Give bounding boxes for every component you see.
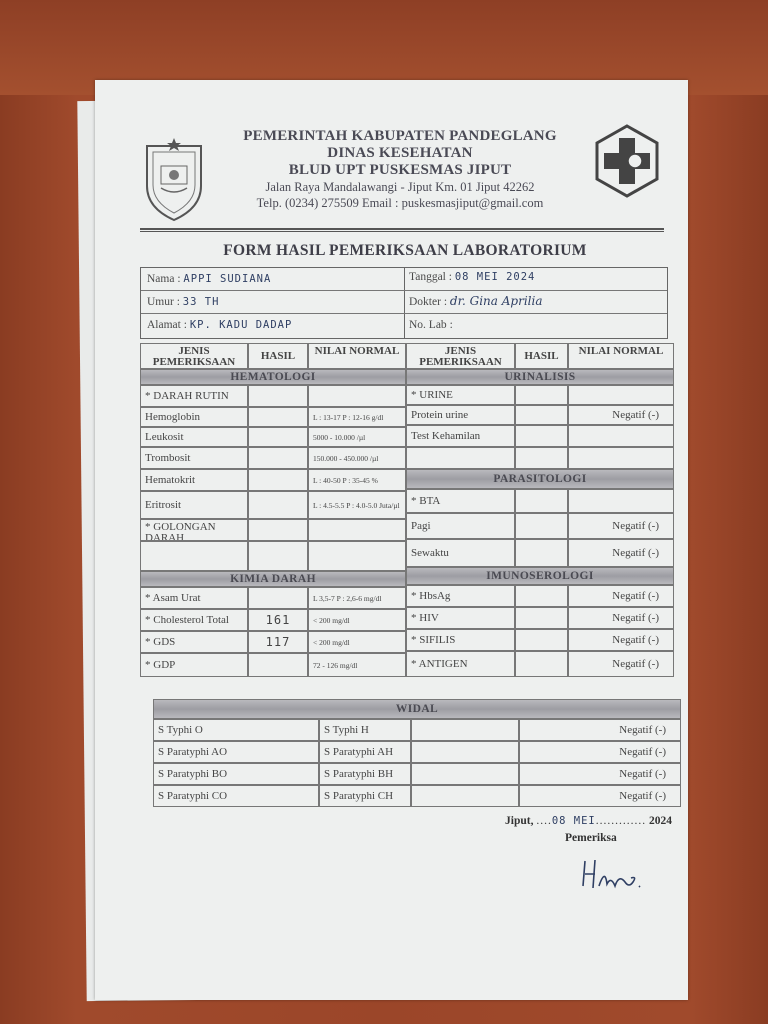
imuno-test-name: * HbsAg (406, 585, 515, 607)
pandeglang-emblem-icon (139, 136, 209, 222)
widal-result (411, 719, 519, 741)
widal-result (411, 763, 519, 785)
header-rule-thin (140, 231, 664, 232)
section-imunoserologi: IMUNOSEROLOGI (406, 567, 674, 585)
parasitologi-normal: Negatif (-) (568, 513, 674, 539)
parasitologi-test-name: * BTA (406, 489, 515, 513)
header-address: Jalan Raya Mandalawangi - Jiput Km. 01 Jiput 42262 (265, 180, 535, 194)
hematologi-test-name: Leukosit (140, 427, 248, 447)
hematologi-normal-range (308, 519, 406, 541)
footer-year: 2024 (649, 815, 673, 827)
nolab-label: No. Lab (409, 319, 447, 331)
lab-form-sheet (95, 80, 688, 1000)
column-header-jenis: JENIS PEMERIKSAAN (140, 343, 248, 369)
hematologi-test-name: Hematokrit (140, 469, 248, 491)
hematologi-test-name: Eritrosit (140, 491, 248, 519)
parasitologi-test-name: Pagi (406, 513, 515, 539)
form-title: FORM HASIL PEMERIKSAAN LABORATORIUM (223, 242, 587, 259)
hematologi-result (248, 385, 308, 407)
hematologi-normal-range: 150.000 - 450.000 /µl (308, 447, 406, 469)
letterhead (225, 128, 575, 211)
parasitologi-result (515, 489, 568, 513)
widal-result (411, 785, 519, 807)
urinalisis-result (515, 385, 568, 405)
column-header-jenis: JENIS PEMERIKSAAN (406, 343, 515, 369)
section-parasitologi: PARASITOLOGI (406, 469, 674, 489)
imuno-test-name: * SIFILIS (406, 629, 515, 651)
header-department: DINAS KESEHATAN (327, 145, 473, 161)
section-widal: WIDAL (153, 699, 681, 719)
kimia-normal-range: < 200 mg/dl (308, 631, 406, 653)
kimia-normal-range: 72 - 126 mg/dl (308, 653, 406, 677)
tanggal-value: 08 MEI 2024 (454, 271, 536, 283)
results-table (140, 343, 674, 697)
widal-normal: Negatif (-) (519, 785, 681, 807)
alamat-label: Alamat (147, 319, 181, 331)
hematologi-test-name: Hemoglobin (140, 407, 248, 427)
parasitologi-normal (568, 489, 674, 513)
widal-o-antigen: S Paratyphi CO (153, 785, 319, 807)
parasitologi-result (515, 539, 568, 567)
imuno-result (515, 651, 568, 677)
nama-label: Nama (147, 273, 175, 285)
imuno-test-name: * ANTIGEN (406, 651, 515, 677)
hematologi-blank-row (140, 541, 248, 571)
widal-h-antigen: S Typhi H (319, 719, 411, 741)
umur-value: 33 TH (182, 296, 220, 308)
hematologi-normal-range: L : 13-17 P : 12-16 g/dl (308, 407, 406, 427)
imuno-normal: Negatif (-) (568, 607, 674, 629)
urinalisis-normal (568, 385, 674, 405)
section-hematologi: HEMATOLOGI (140, 369, 406, 385)
urinalisis-test-name: Test Kehamilan (406, 425, 515, 447)
footer-date: Jiput, ....08 MEI............. 2024 (505, 815, 673, 827)
column-header-nilai: NILAI NORMAL (568, 343, 674, 369)
header-rule (140, 228, 664, 230)
hematologi-test-name: * GOLONGAN DARAH (140, 519, 248, 541)
imuno-result (515, 585, 568, 607)
umur-label: Umur (147, 296, 174, 308)
hematologi-result (248, 407, 308, 427)
hematologi-normal-range (308, 385, 406, 407)
kimia-result (248, 587, 308, 609)
hematologi-result (248, 519, 308, 541)
column-header-hasil: HASIL (248, 343, 308, 369)
imuno-normal: Negatif (-) (568, 629, 674, 651)
widal-o-antigen: S Paratyphi AO (153, 741, 319, 763)
kimia-result: 117 (248, 631, 308, 653)
column-header-hasil: HASIL (515, 343, 568, 369)
kimia-normal-range: < 200 mg/dl (308, 609, 406, 631)
imuno-result (515, 607, 568, 629)
section-urinalisis: URINALISIS (406, 369, 674, 385)
urinalisis-blank-result (515, 447, 568, 469)
column-header-nilai: NILAI NORMAL (308, 343, 406, 369)
widal-o-antigen: S Paratyphi BO (153, 763, 319, 785)
widal-table (153, 699, 681, 807)
parasitologi-test-name: Sewaktu (406, 539, 515, 567)
widal-result (411, 741, 519, 763)
nama-value: APPI SUDIANA (183, 273, 272, 285)
urinalisis-normal: Negatif (-) (568, 405, 674, 425)
hematologi-result (248, 469, 308, 491)
kimia-result (248, 653, 308, 677)
widal-normal: Negatif (-) (519, 719, 681, 741)
urinalisis-blank-row (406, 447, 515, 469)
dokter-label: Dokter (409, 296, 441, 308)
hematologi-test-name: Trombosit (140, 447, 248, 469)
hematologi-result (248, 447, 308, 469)
header-government: PEMERINTAH KABUPATEN PANDEGLANG (243, 128, 557, 144)
imuno-test-name: * HIV (406, 607, 515, 629)
pemeriksa-label: Pemeriksa (565, 832, 617, 844)
hematologi-result (248, 427, 308, 447)
examiner-signature-icon (577, 856, 647, 896)
urinalisis-result (515, 405, 568, 425)
kimia-result: 161 (248, 609, 308, 631)
urinalisis-blank-normal (568, 447, 674, 469)
footer-day: 08 MEI (551, 815, 596, 827)
hematologi-normal-range: 5000 - 10.000 /µl (308, 427, 406, 447)
section-kimia-darah: KIMIA DARAH (140, 571, 406, 587)
hematologi-blank-result (248, 541, 308, 571)
imuno-result (515, 629, 568, 651)
widal-h-antigen: S Paratyphi BH (319, 763, 411, 785)
dokter-value: dr. Gina Aprilia (449, 294, 543, 308)
widal-o-antigen: S Typhi O (153, 719, 319, 741)
footer-place: Jiput, (505, 815, 534, 827)
patient-info-box: Nama : APPI SUDIANA Umur : 33 TH Alamat : KP. KADU DADAP Tanggal : 08 MEI 2024 Dokter : dr. Gina Aprilia No. Lab : (140, 267, 668, 339)
alamat-value: KP. KADU DADAP (189, 319, 293, 331)
hematologi-normal-range: L : 40-50 P : 35-45 % (308, 469, 406, 491)
kimia-test-name: * Cholesterol Total (140, 609, 248, 631)
hematologi-blank-normal (308, 541, 406, 571)
kimia-normal-range: L 3,5-7 P : 2,6-6 mg/dl (308, 587, 406, 609)
hematologi-test-name: * DARAH RUTIN (140, 385, 248, 407)
parasitologi-result (515, 513, 568, 539)
imuno-normal: Negatif (-) (568, 585, 674, 607)
widal-h-antigen: S Paratyphi CH (319, 785, 411, 807)
imuno-normal: Negatif (-) (568, 651, 674, 677)
parasitologi-normal: Negatif (-) (568, 539, 674, 567)
kimia-test-name: * GDP (140, 653, 248, 677)
header-contact: Telp. (0234) 275509 Email : puskesmasjiput@gmail.com (256, 196, 544, 210)
widal-normal: Negatif (-) (519, 763, 681, 785)
tanggal-label: Tanggal (409, 271, 446, 283)
header-puskesmas: BLUD UPT PUSKESMAS JIPUT (288, 162, 512, 178)
urinalisis-normal (568, 425, 674, 447)
widal-normal: Negatif (-) (519, 741, 681, 763)
urinalisis-test-name: Protein urine (406, 405, 515, 425)
puskesmas-logo-icon (593, 124, 661, 198)
kimia-test-name: * GDS (140, 631, 248, 653)
hematologi-result (248, 491, 308, 519)
kimia-test-name: * Asam Urat (140, 587, 248, 609)
urinalisis-result (515, 425, 568, 447)
urinalisis-test-name: * URINE (406, 385, 515, 405)
widal-h-antigen: S Paratyphi AH (319, 741, 411, 763)
hematologi-normal-range: L : 4.5-5.5 P : 4.0-5.0 Juta/µl (308, 491, 406, 519)
